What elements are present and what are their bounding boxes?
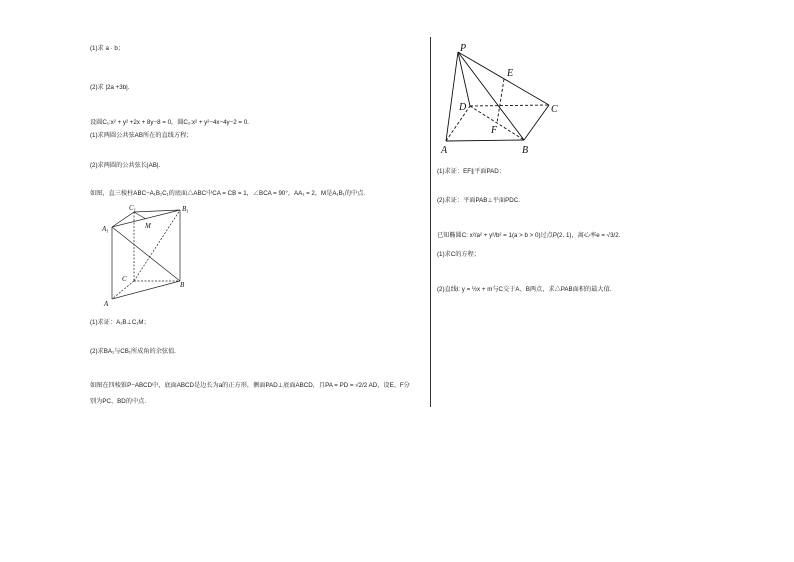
label-d: D (459, 102, 467, 113)
ellipse-question-1: (1)求C的方程； (437, 251, 480, 258)
pyramid-question-2: (2)求证：平面PAB⊥平面PDC. (437, 197, 520, 204)
label-p: P (460, 43, 467, 54)
segment-cb1 (134, 210, 180, 281)
label-c: C (551, 104, 558, 115)
label-c: C (122, 275, 127, 283)
label-b: B (522, 145, 529, 156)
label-e: E (507, 68, 514, 79)
circles-question-2: (2)求两圆的公共弦长|AB|. (90, 162, 161, 169)
prism-question-2: (2)求BA₁与CB₁所成角的余弦值. (90, 348, 176, 355)
label-c1: $C_1$ (129, 204, 136, 213)
label-a: A (441, 145, 448, 156)
edge-bc (524, 105, 549, 140)
label-m: M (145, 222, 151, 230)
pyramid-question-1: (1)求证：EF∥平面PAD； (437, 168, 505, 175)
question-1: (1)求 a · b； (90, 45, 125, 52)
column-divider (430, 37, 431, 407)
pyramid-intro-line-2: 别为PC、BD的中点. (90, 398, 147, 405)
pyramid-intro-line-1: 如图在四棱锥P−ABCD中，底面ABCD是边长为a的正方形，侧面PAD⊥底面ABCD，且PA = PD = √2/2 AD，设E、F分 (90, 382, 410, 389)
label-b1: $B_1$ (182, 205, 189, 214)
pyramid-figure (438, 40, 578, 160)
edge-pc (458, 52, 549, 105)
edge-ab (112, 281, 180, 299)
question-2: (2)求 |2a +3b|. (90, 84, 130, 91)
prism-figure (100, 203, 210, 308)
edge-pa (446, 52, 458, 141)
segment-c1m (134, 212, 146, 219)
circles-intro: 设圆C₁:x² + y² +2x + 8y−8 = 0，圆C₂:x² + y²−4x−4y−2 = 0. (90, 119, 249, 126)
edge-a1c1 (112, 212, 134, 227)
ellipse-intro: 已知椭圆C: x²/a² + y²/b² = 1(a > b > 0)过点P(2, 1)，离心率e = √3/2. (437, 232, 621, 239)
edge-ab (446, 140, 524, 141)
label-f: F (491, 125, 498, 136)
ellipse-question-2: (2)直线l: y = ½x + m与C交于A、B两点，求△PAB面积的最大值. (437, 286, 612, 293)
label-a1: $A_1$ (102, 225, 109, 234)
edge-dc (470, 105, 549, 106)
prism-question-1: (1)求证：A₁B⊥C₁M； (90, 319, 150, 326)
prism-intro: 如图，直三棱柱ABC−A₁B₁C₁的底面△ABC中CA = CB = 1，∠BCA = 90°，AA₁ = 2，M是A₁B₁的中点. (90, 190, 366, 197)
segment-a1b (112, 227, 180, 281)
label-a: A (104, 300, 109, 308)
label-b: B (180, 281, 185, 289)
segment-ef (497, 79, 504, 123)
circles-question-1: (1)求两圆公共弦AB所在的直线方程； (90, 132, 193, 139)
